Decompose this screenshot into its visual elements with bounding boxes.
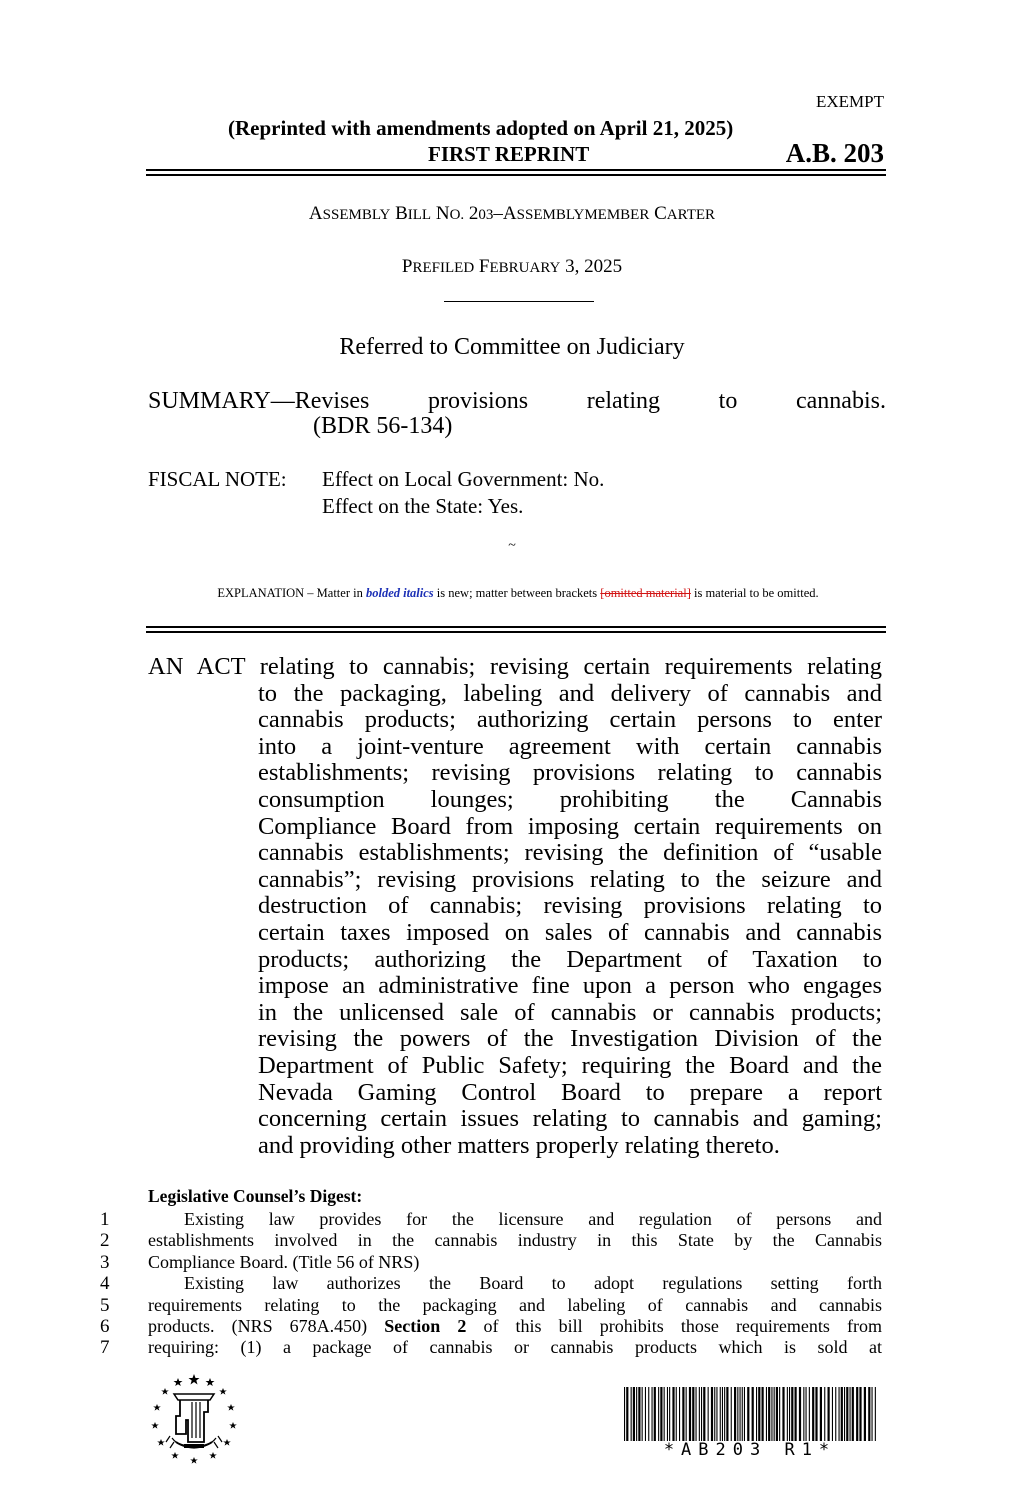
barcode-bar <box>633 1387 635 1441</box>
barcode-bar <box>682 1387 684 1441</box>
header-rule-bottom <box>146 174 886 176</box>
act-line: cannabis establishments; revising the definition of “usable <box>258 839 882 867</box>
barcode-bar <box>812 1387 814 1441</box>
act-line: impose an administrative fine upon a person who engages <box>258 972 882 1000</box>
digest-body <box>100 1209 882 1359</box>
explanation-rule-top <box>146 626 886 628</box>
barcode-bar <box>636 1387 637 1441</box>
summary-word: SUMMARY—Revises <box>148 388 370 414</box>
barcode-bar <box>626 1387 628 1441</box>
barcode-bar <box>832 1387 833 1441</box>
barcode-bar <box>676 1387 677 1441</box>
digest-line <box>100 1209 882 1230</box>
summary-word: to <box>718 388 738 414</box>
barcode-bar <box>648 1387 649 1441</box>
digest-text: requirements relating to the packaging and labeling of cannabis and cannabis <box>148 1294 882 1315</box>
act-first-line: AN ACT relating to cannabis; revising certain requirements relating <box>148 653 882 680</box>
barcode-bar <box>716 1387 717 1441</box>
barcode-bar <box>806 1387 807 1441</box>
barcode-bar <box>720 1387 721 1441</box>
line-number: 4 <box>100 1273 110 1295</box>
barcode-bar <box>791 1387 793 1441</box>
act-line: certain taxes imposed on sales of cannabis and cannabis <box>258 918 882 946</box>
act-line: and providing other matters properly relating thereto. <box>258 1131 780 1159</box>
separator-tilde: ~ <box>508 538 516 553</box>
digest-text: Existing law provides for the licensure and regulation of persons and <box>184 1209 882 1229</box>
bdr-number: (BDR 56-134) <box>313 413 453 439</box>
barcode-bar <box>782 1387 784 1441</box>
barcode-bar <box>699 1387 700 1441</box>
explanation-note <box>148 586 888 601</box>
digest-line <box>100 1337 882 1358</box>
title-divider <box>444 301 594 302</box>
barcode-text: *AB203 R1* <box>663 1440 837 1460</box>
barcode-bar <box>809 1387 810 1441</box>
line-number: 3 <box>100 1251 110 1273</box>
fiscal-note-label: FISCAL NOTE: <box>148 467 287 491</box>
barcode-bar <box>701 1387 702 1441</box>
barcode-bar <box>846 1387 848 1441</box>
act-line: products; authorizing the Department of Taxation to <box>258 945 882 973</box>
barcode-bar <box>734 1387 736 1441</box>
digest-text: establishments involved in the cannabis industry in this State by the Cannabis <box>148 1230 882 1251</box>
barcode-bar <box>835 1387 836 1441</box>
barcode-bar <box>841 1387 843 1441</box>
line-number: 6 <box>100 1316 110 1338</box>
barcode-bar <box>669 1387 670 1441</box>
barcode-bar <box>652 1387 653 1441</box>
barcode-bar <box>850 1387 851 1441</box>
digest-text-part: products. (NRS 678A.450) <box>148 1316 385 1337</box>
act-body <box>148 681 882 1160</box>
barcode-bar <box>859 1387 861 1441</box>
barcode-bar <box>820 1387 822 1441</box>
act-line: cannabis”; revising provisions relating to the seizure and <box>258 865 882 893</box>
explanation-suffix: is material to be omitted. <box>690 586 819 600</box>
digest-line <box>100 1273 882 1294</box>
summary-word: cannabis. <box>796 388 886 414</box>
barcode-bar <box>660 1387 662 1441</box>
section-reference: Section 2 <box>384 1316 467 1337</box>
act-line: Department of Public Safety; requiring the Board and the <box>258 1051 882 1079</box>
barcode-bar <box>762 1387 764 1441</box>
barcode-bar <box>815 1387 817 1441</box>
barcode-bar <box>631 1387 632 1441</box>
barcode-bar <box>771 1387 772 1441</box>
barcode-bar <box>852 1387 854 1441</box>
barcode-bar <box>756 1387 757 1441</box>
explanation-rule-bottom <box>146 631 886 633</box>
summary <box>148 388 886 440</box>
barcode-bar <box>779 1387 780 1441</box>
digest-text: requiring: (1) a package of cannabis or cannabis products which is sold at <box>148 1337 882 1358</box>
digest-line <box>100 1230 882 1251</box>
act-line: in the unlicensed sale of cannabis or cannabis products; <box>258 998 882 1026</box>
digest-line <box>100 1316 882 1337</box>
digest-line <box>100 1252 882 1273</box>
act-line: revising the powers of the Investigation Division of the <box>258 1025 882 1053</box>
header-rule-top <box>146 169 886 171</box>
barcode-bar <box>828 1387 830 1441</box>
fiscal-state: Effect on the State: Yes. <box>322 494 524 518</box>
explanation-omitted: [omitted material] <box>600 586 691 600</box>
barcode-bar <box>642 1387 643 1441</box>
barcode-bar <box>824 1387 825 1441</box>
line-number: 7 <box>100 1337 110 1359</box>
barcode-bar <box>787 1387 788 1441</box>
barcode-bar <box>744 1387 745 1441</box>
barcode-bar <box>766 1387 767 1441</box>
digest-line <box>100 1295 882 1316</box>
fiscal-local: Effect on Local Government: No. <box>322 467 605 491</box>
act-line: consumption lounges; prohibiting the Cannabis <box>258 785 882 813</box>
digest-text: Existing law authorizes the Board to adopt regulations setting forth <box>184 1273 882 1294</box>
act-title <box>148 654 882 1159</box>
barcode-bar <box>658 1387 659 1441</box>
line-number: 5 <box>100 1294 110 1316</box>
barcode-bar <box>776 1387 778 1441</box>
barcode-bar <box>875 1387 876 1441</box>
barcode-bar <box>724 1387 725 1441</box>
barcode-bar <box>703 1387 705 1441</box>
act-line: cannabis products; authorizing certain persons to enter <box>258 706 882 734</box>
barcode-bar <box>664 1387 665 1441</box>
barcode-bar <box>799 1387 801 1441</box>
barcode-bar <box>722 1387 723 1441</box>
barcode-bar <box>679 1387 680 1441</box>
barcode-bar <box>768 1387 770 1441</box>
barcode-bar <box>624 1387 625 1441</box>
barcode-bar <box>654 1387 656 1441</box>
explanation-middle: is new; matter between brackets <box>433 586 601 600</box>
barcode-bar <box>742 1387 743 1441</box>
barcode-bar <box>692 1387 694 1441</box>
barcode-bar <box>737 1387 738 1441</box>
summary-word: provisions <box>428 388 529 414</box>
barcode-bar <box>752 1387 754 1441</box>
digest-text-part: of this bill prohibits those requirements from <box>466 1316 882 1337</box>
barcode-bar <box>803 1387 804 1441</box>
line-number: 1 <box>100 1209 110 1230</box>
digest-text: Compliance Board. (Title 56 of NRS) <box>148 1251 420 1272</box>
barcode-bar <box>672 1387 674 1441</box>
barcode-bar <box>856 1387 858 1441</box>
barcode-bar <box>740 1387 741 1441</box>
first-reprint-label: FIRST REPRINT <box>428 142 590 166</box>
act-line: to the packaging, labeling and delivery of cannabis and <box>258 679 882 707</box>
barcode-bar <box>686 1387 687 1441</box>
exempt-label: EXEMPT <box>816 92 884 111</box>
barcode-bar <box>711 1387 713 1441</box>
digest-text <box>148 1316 882 1337</box>
prefiled-date: PREFILED FEBRUARY 3, 2025 <box>401 256 623 277</box>
barcode-icon <box>624 1387 876 1441</box>
barcode-bar <box>839 1387 840 1441</box>
barcode-bar <box>868 1387 870 1441</box>
act-line: Nevada Gaming Control Board to prepare a report <box>258 1078 882 1106</box>
barcode-bar <box>789 1387 790 1441</box>
act-line: destruction of cannabis; revising provisions relating to <box>258 892 882 920</box>
barcode-bar <box>726 1387 728 1441</box>
fiscal-note <box>148 466 604 520</box>
reprint-note: (Reprinted with amendments adopted on April 21, 2025) <box>228 116 734 140</box>
nevada-seal-icon <box>148 1372 240 1464</box>
act-line: establishments; revising provisions relating to cannabis <box>258 759 882 787</box>
barcode-bar <box>774 1387 775 1441</box>
barcode-bar <box>864 1387 866 1441</box>
digest-title: Legislative Counsel’s Digest: <box>148 1186 363 1206</box>
bill-number: A.B. 203 <box>785 138 884 168</box>
act-line: concerning certain issues relating to cannabis and gaming; <box>258 1105 882 1133</box>
committee-referral: Referred to Committee on Judiciary <box>339 334 685 360</box>
barcode-bar <box>795 1387 797 1441</box>
barcode-bar <box>872 1387 873 1441</box>
barcode-bar <box>696 1387 697 1441</box>
barcode-bar <box>747 1387 749 1441</box>
barcode-bar <box>731 1387 732 1441</box>
line-number: 2 <box>100 1230 110 1252</box>
summary-word: relating <box>586 388 661 414</box>
barcode-bar <box>689 1387 691 1441</box>
barcode-bar <box>844 1387 845 1441</box>
act-line: Compliance Board from imposing certain requirements on <box>258 812 882 840</box>
barcode-bar <box>708 1387 709 1441</box>
explanation-new: bolded italics <box>365 586 434 600</box>
barcode-bar <box>758 1387 760 1441</box>
barcode-bar <box>645 1387 646 1441</box>
barcode-bar <box>714 1387 715 1441</box>
act-line: into a joint-venture agreement with certain cannabis <box>258 732 882 760</box>
explanation-prefix: EXPLANATION – Matter in <box>217 586 366 600</box>
barcode-bar <box>638 1387 640 1441</box>
barcode-bar <box>667 1387 668 1441</box>
assembly-bill-title: ASSEMBLY BILL NO. 203–ASSEMBLYMEMBER CARTER <box>308 203 716 224</box>
